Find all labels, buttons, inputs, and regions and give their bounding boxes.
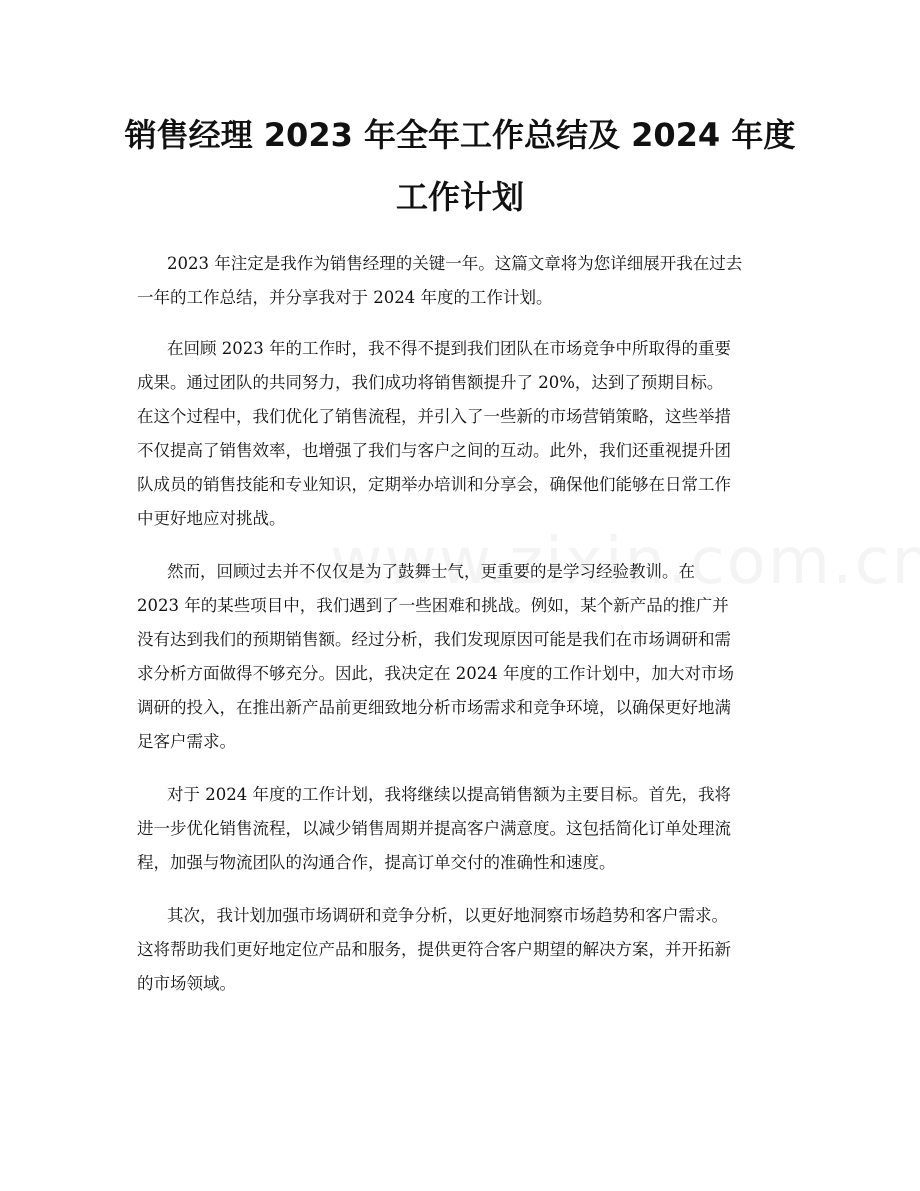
paragraph-2-line-6: 中更好地应对挑战。 <box>137 509 286 528</box>
paragraph-3-line-3: 没有达到我们的预期销售额。经过分析，我们发现原因可能是我们在市场调研和需 <box>137 630 731 649</box>
paragraph-1-line-1: 2023 年注定是我作为销售经理的关键一年。这篇文章将为您详细展开我在过去 <box>167 254 743 273</box>
paragraph-2-line-1: 在回顾 2023 年的工作时，我不得不提到我们团队在市场竞争中所取得的重要 <box>167 339 731 358</box>
paragraph-2-line-3: 在这个过程中，我们优化了销售流程，并引入了一些新的市场营销策略，这些举措 <box>137 407 731 426</box>
paragraph-3-line-4: 求分析方面做得不够充分。因此，我决定在 2024 年度的工作计划中，加大对市场 <box>137 664 734 683</box>
paragraph-5-line-3: 的市场领域。 <box>137 974 236 993</box>
paragraph-3-line-5: 调研的投入，在推出新产品前更细致地分析市场需求和竞争环境，以确保更好地满 <box>137 698 731 717</box>
paragraph-4-line-2: 进一步优化销售流程，以减少销售周期并提高客户满意度。这包括简化订单处理流 <box>137 819 731 838</box>
paragraph-5-line-2: 这将帮助我们更好地定位产品和服务，提供更符合客户期望的解决方案，并开拓新 <box>137 940 731 959</box>
document-title-line-1: 销售经理 2023 年全年工作总结及 2024 年度 <box>124 116 796 154</box>
paragraph-4-line-3: 程，加强与物流团队的沟通合作，提高订单交付的准确性和速度。 <box>137 853 616 872</box>
paragraph-4-line-1: 对于 2024 年度的工作计划，我将继续以提高销售额为主要目标。首先，我将 <box>167 785 731 804</box>
paragraph-2-line-5: 队成员的销售技能和专业知识，定期举办培训和分享会，确保他们能够在日常工作 <box>137 475 731 494</box>
paragraph-3-line-6: 足客户需求。 <box>137 732 236 751</box>
document-title-line-2: 工作计划 <box>395 178 524 216</box>
paragraph-1-line-2: 一年的工作总结，并分享我对于 2024 年度的工作计划。 <box>137 288 553 307</box>
paragraph-3-line-1: 然而，回顾过去并不仅仅是为了鼓舞士气，更重要的是学习经验教训。在 <box>167 562 695 581</box>
paragraph-2-line-2: 成果。通过团队的共同努力，我们成功将销售额提升了 20%，达到了预期目标。 <box>137 373 724 392</box>
paragraph-2-line-4: 不仅提高了销售效率，也增强了我们与客户之间的互动。此外，我们还重视提升团 <box>137 441 731 460</box>
paragraph-5-line-1: 其次，我计划加强市场调研和竞争分析，以更好地洞察市场趋势和客户需求。 <box>167 906 728 925</box>
paragraph-3-line-2: 2023 年的某些项目中，我们遇到了一些困难和挑战。例如，某个新产品的推广并 <box>137 596 729 615</box>
